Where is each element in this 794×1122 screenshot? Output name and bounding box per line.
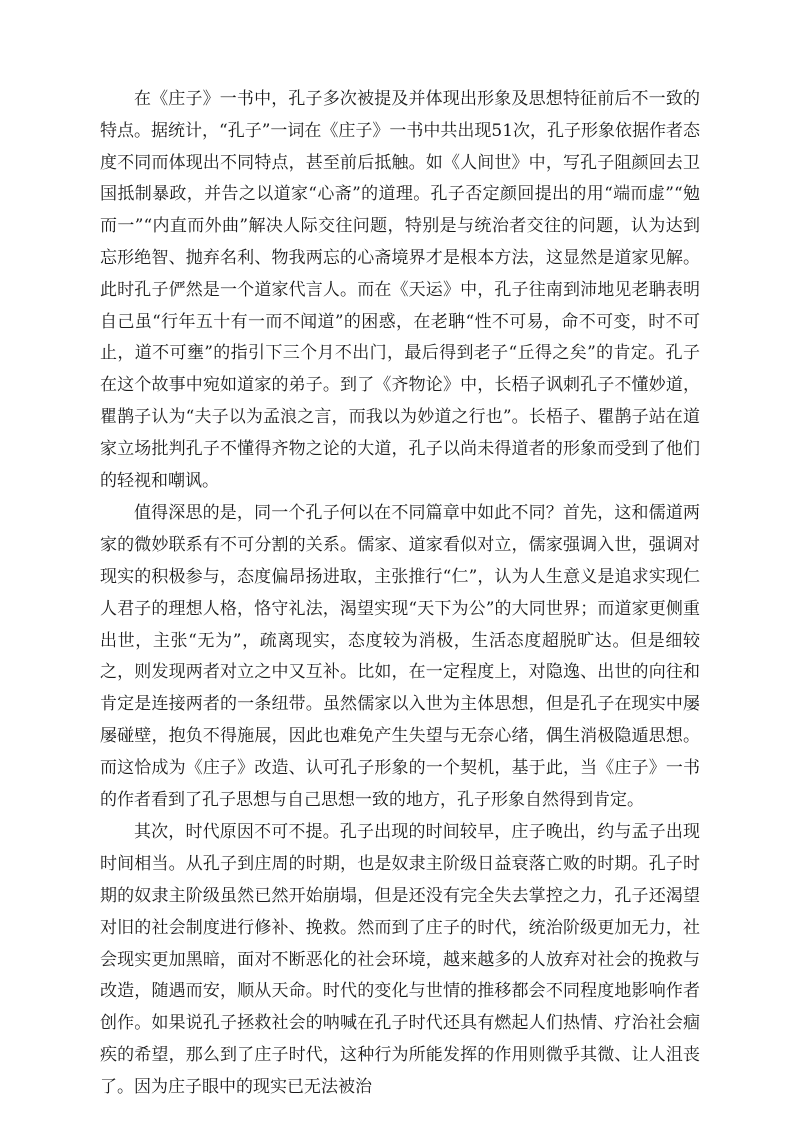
paragraph-kongzi-image: 在《庄子》一书中，孔子多次被提及并体现出形象及思想特征前后不一致的特点。据统计，“孔子”一词在《庄子》一书中共出现51次，孔子形象依据作者态度不同而体现出不同特点，甚至前后抵触。如《人间世》中，写孔子阻颜回去卫国抵制暴政，并告之以道家“心斋”的道理。孔子否定颜回提出的用“端而虚”“勉而一”“内直而外曲”解决人际交往问题，特别是与统治者交往的问题，认为达到忘形绝智、抛弃名利、物我两忘的心斋境界才是根本方法，这显然是道家见解。此时孔子俨然是一个道家代言人。而在《天运》中，孔子往南到沛地见老聃表明自己虽“行年五十有一而不闻道”的困惑，在老聃“性不可易，命不可变，时不可止，道不可壅”的指引下三个月不出门，最后得到老子“丘得之矣”的肯定。孔子在这个故事中宛如道家的弟子。到了《齐物论》中，长梧子讽刺孔子不懂妙道，瞿鹊子认为“夫子以为孟浪之言，而我以为妙道之行也”。长梧子、瞿鹊子站在道家立场批判孔子不懂得齐物之论的大道，孔子以尚未得道者的形象而受到了他们的轻视和嘲讽。 <box>100 89 701 491</box>
paragraph-era-reasons: 其次，时代原因不可不提。孔子出现的时间较早，庄子晚出，约与孟子出现时间相当。从孔子到庄周的时期，也是奴隶主阶级日益衰落亡败的时期。孔子时期的奴隶主阶级虽然已然开始崩塌，但是还没有完全失去掌控之力，孔子还渴望对旧的社会制度进行修补、挽救。然而到了庄子的时代，统治阶级更加无力，社会现实更加黑暗，面对不断恶化的社会环境，越来越多的人放弃对社会的挽救与改造，随遇而安，顺从天命。时代的变化与世情的推移都会不同程度地影响作者创作。如果说孔子拯救社会的呐喊在孔子时代还具有燃起人们热情、疗治社会痼疾的希望，那么到了庄子时代，这种行为所能发挥的作用则微乎其微、让人沮丧了。因为庄子眼中的现实已无法被治 <box>100 822 700 1097</box>
document-page <box>100 84 700 1105</box>
paragraph-confucian-taoist-link: 值得深思的是，同一个孔子何以在不同篇章中如此不同？首先，这和儒道两家的微妙联系有不可分割的关系。儒家、道家看似对立，儒家强调入世，强调对现实的积极参与，态度偏昂扬进取，主张推行“仁”，认为人生意义是追求实现仁人君子的理想人格，恪守礼法，渴望实现“天下为公”的大同世界；而道家更侧重出世，主张“无为”，疏离现实，态度较为消极，生活态度超脱旷达。但是细较之，则发现两者对立之中又互补。比如，在一定程度上，对隐逸、出世的向往和肯定是连接两者的一条纽带。虽然儒家以入世为主体思想，但是孔子在现实中屡屡碰壁，抱负不得施展，因此也难免产生失望与无奈心绪，偶生消极隐遁思想。而这恰成为《庄子》改造、认可孔子形象的一个契机，基于此，当《庄子》一书的作者看到了孔子思想与自己思想一致的地方，孔子形象自然得到肯定。 <box>100 503 700 810</box>
